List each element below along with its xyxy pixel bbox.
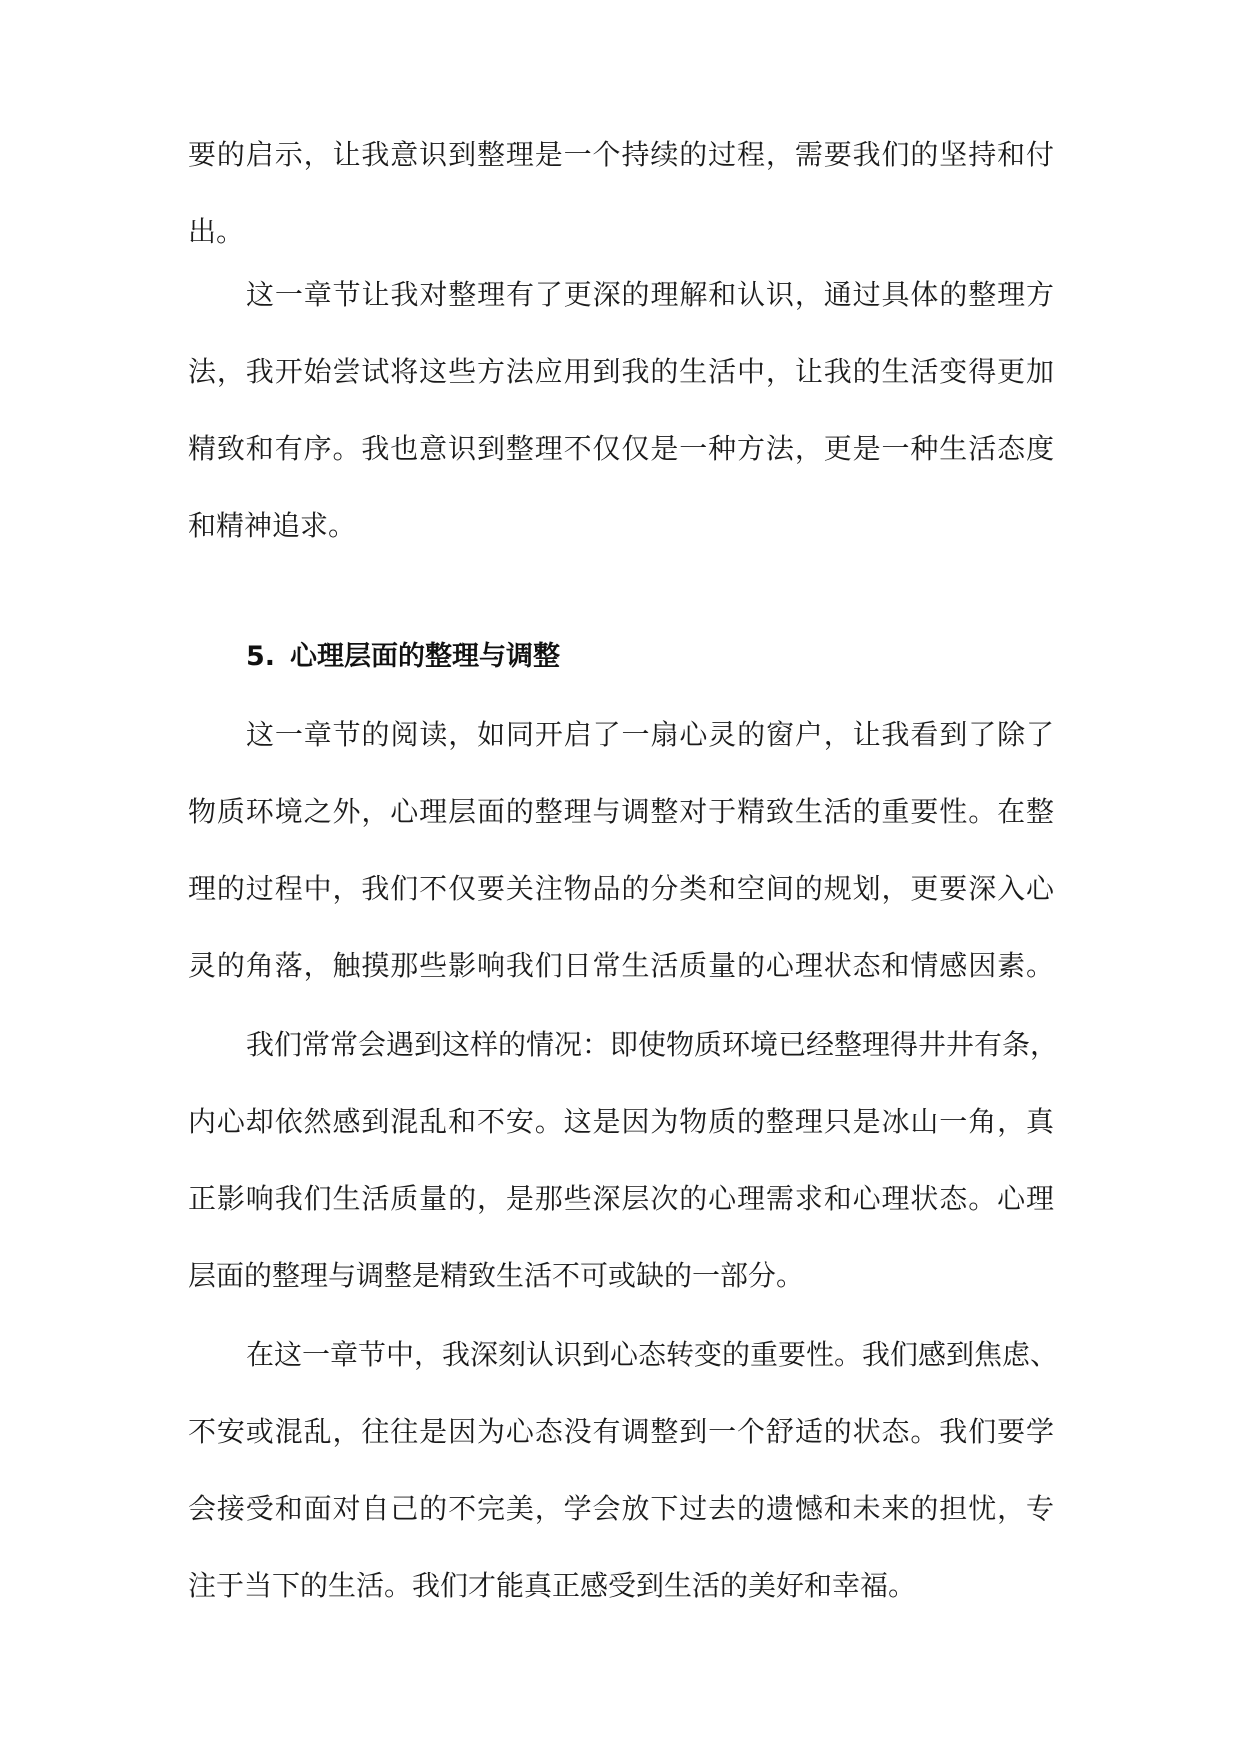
section-title: 心理层面的整理与调整: [290, 641, 560, 672]
paragraph-line: 和精神追求。: [188, 509, 357, 542]
paragraph-line: 我们常常会遇到这样的情况：即使物质环境已经整理得井井有条，: [246, 1028, 1059, 1061]
paragraph-line: 层面的整理与调整是精致生活不可或缺的一部分。: [188, 1259, 805, 1292]
paragraph-line: 会接受和面对自己的不完美，学会放下过去的遗憾和未来的担忧，专: [188, 1492, 1054, 1525]
paragraph-continued: [188, 116, 1054, 270]
paragraph-line: 要的启示，让我意识到整理是一个持续的过程，需要我们的坚持和付: [188, 138, 1054, 171]
paragraph-line: 物质环境之外，心理层面的整理与调整对于精致生活的重要性。在整: [188, 795, 1054, 828]
paragraph-line: 这一章节的阅读，如同开启了一扇心灵的窗户，让我看到了除了: [246, 718, 1054, 751]
paragraph-line: 灵的角落，触摸那些影响我们日常生活质量的心理状态和情感因素。: [188, 949, 1054, 982]
paragraph: [188, 1316, 1059, 1624]
paragraph: [188, 696, 1054, 1004]
paragraph-line: 理的过程中，我们不仅要关注物品的分类和空间的规划，更要深入心: [188, 872, 1054, 905]
paragraph-line: 出。: [188, 215, 245, 248]
paragraph: [188, 1006, 1059, 1314]
paragraph-line: 正影响我们生活质量的，是那些深层次的心理需求和心理状态。心理: [188, 1182, 1054, 1215]
paragraph-line: 在这一章节中，我深刻认识到心态转变的重要性。我们感到焦虑、: [246, 1338, 1059, 1371]
section-number: 5.: [246, 641, 276, 672]
paragraph-line: 法，我开始尝试将这些方法应用到我的生活中，让我的生活变得更加: [188, 355, 1054, 388]
paragraph-line: 注于当下的生活。我们才能真正感受到生活的美好和幸福。: [188, 1569, 917, 1602]
section-heading: [246, 618, 560, 695]
paragraph-line: 这一章节让我对整理有了更深的理解和认识，通过具体的整理方: [246, 278, 1054, 311]
paragraph-line: 不安或混乱，往往是因为心态没有调整到一个舒适的状态。我们要学: [188, 1415, 1054, 1448]
paragraph-line: 内心却依然感到混乱和不安。这是因为物质的整理只是冰山一角，真: [188, 1105, 1054, 1138]
paragraph: [188, 256, 1054, 564]
paragraph-line: 精致和有序。我也意识到整理不仅仅是一种方法，更是一种生活态度: [188, 432, 1054, 465]
